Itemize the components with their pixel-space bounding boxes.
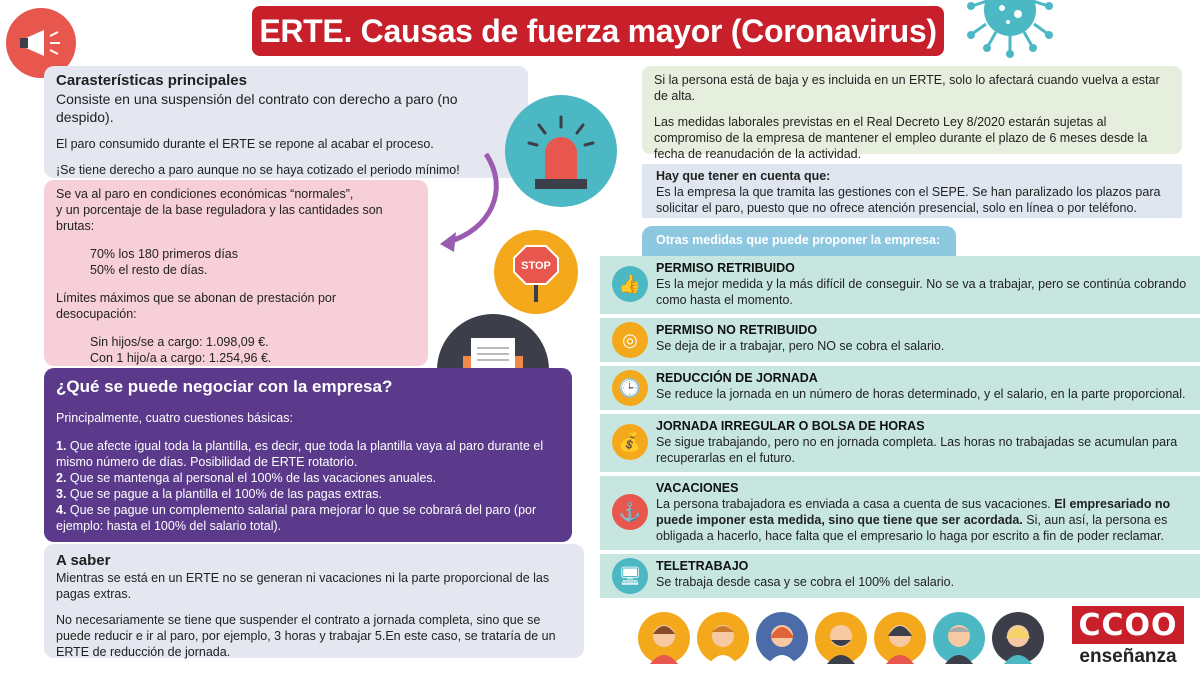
- page-title: ERTE. Causas de fuerza mayor (Coronavirus): [252, 6, 944, 56]
- caracteristicas-p1: El paro consumido durante el ERTE se repone al acabar el proceso.: [56, 137, 434, 151]
- virus-icon: [960, 0, 1060, 64]
- medida-text: Se deja de ir a trabajar, pero NO se cobra el salario.: [656, 339, 945, 353]
- negociar-item: 1. Que afecte igual toda la plantilla, es decir, que toda la plantilla vaya al paro durante el mismo número de días. Posibilidad de ERTE rotatorio.: [56, 439, 544, 469]
- anchor-icon: ⚓: [612, 494, 648, 530]
- caracteristicas-heading: Carasterísticas principales: [56, 72, 247, 89]
- paro-limit-2: Con 1 hijo/a a cargo: 1.254,96 €.: [90, 351, 272, 365]
- asaber-p2: No necesariamente se tiene que suspender el contrato a jornada completa, sino que se puede reducir e ir al paro, por ejemplo, 3 horas y trabajar 5.En este caso, se trataría de un ERTE de reducción de jornada.: [56, 613, 556, 659]
- otras-medidas-tab: Otras medidas que puede proponer la empresa:: [642, 226, 956, 256]
- avatar: [697, 612, 749, 664]
- stop-sign-icon: [494, 230, 578, 314]
- medida-text: Es la mejor medida y la más difícil de conseguir. No se va a trabajar, pero se continúa cobrando como hasta el momento.: [656, 277, 1187, 307]
- paro-intro-2: y un porcentaje de la base reguladora y las cantidades son brutas:: [56, 203, 383, 233]
- avatar: [756, 612, 808, 664]
- paro-limits: Límites máximos que se abonan de prestación por desocupación:: [56, 291, 337, 321]
- paro-pct-2: 50% el resto de días.: [90, 263, 208, 277]
- caracteristicas-lead: Consiste en una suspensión del contrato con derecho a paro (no despido).: [56, 91, 458, 125]
- medida-text: Se trabaja desde casa y se cobra el 100% del salario.: [656, 575, 955, 589]
- caracteristicas-p2: ¡Se tiene derecho a paro aunque no se haya cotizado el periodo mínimo!: [56, 163, 460, 177]
- ccoo-logo: CCOO: [1072, 606, 1184, 644]
- thumbs-up-icon: 👍: [612, 266, 648, 302]
- baja-p2: Las medidas laborales previstas en el Real Decreto Ley 8/2020 estarán sujetas al compromiso de la empresa de mantener el empleo durante el plazo de 6 meses desde la fecha de reanudación de la actividad.: [654, 115, 1148, 161]
- negociar-intro: Principalmente, cuatro cuestiones básicas:: [56, 411, 293, 425]
- baja-p1: Si la persona está de baja y es incluida en un ERTE, solo lo afectará cuando vuelva a estar de alta.: [654, 73, 1160, 103]
- paro-pct-1: 70% los 180 primeros días: [90, 247, 238, 261]
- alarm-icon: [505, 95, 617, 207]
- clock-icon: 🕒: [612, 370, 648, 406]
- cuenta-text: Es la empresa la que tramita las gestiones con el SEPE. Se han paralizado los plazos para solicitar el paro, puesto que no ofrece atención presencial, solo en línea o por teléfono.: [656, 185, 1161, 215]
- paro-limit-1: Sin hijos/se a cargo: 1.098,09 €.: [90, 335, 269, 349]
- medida-text: Se sigue trabajando, pero no en jornada completa. Las horas no trabajadas se acumulan para recuperarlas en el futuro.: [656, 435, 1178, 465]
- stop-label: STOP: [521, 260, 551, 272]
- negociar-box: [44, 368, 572, 542]
- negociar-item: 2. Que se mantenga al personal el 100% de las vacaciones anuales.: [56, 471, 437, 485]
- avatar: [874, 612, 926, 664]
- asaber-box: [44, 544, 584, 658]
- avatar: [992, 612, 1044, 664]
- negociar-item: 4. Que se pague un complemento salarial para mejorar lo que se cobrará del paro (por ejemplo: hasta el 100% del salario total).: [56, 503, 537, 533]
- medida-jornada-irregular: 💰 JORNADA IRREGULAR O BOLSA DE HORAS Se sigue trabajando, pero no en jornada completa. Las horas no trabajadas se acumulan para recuperarlas en el futuro.: [600, 414, 1200, 472]
- avatar: [933, 612, 985, 664]
- paro-intro-1: Se va al paro en condiciones económicas “normales”,: [56, 187, 354, 201]
- medida-permiso-no-retribuido: ◎ PERMISO NO RETRIBUIDO Se deja de ir a trabajar, pero NO se cobra el salario.: [600, 318, 1200, 362]
- medida-text: Se reduce la jornada en un número de horas determinado, y el salario, en la parte proporcional.: [656, 387, 1186, 401]
- monitor-icon: 🖥: [612, 558, 648, 594]
- medida-teletrabajo: 🖥 TELETRABAJO Se trabaja desde casa y se cobra el 100% del salario.: [600, 554, 1200, 598]
- target-icon: ◎: [612, 322, 648, 358]
- negociar-item: 3. Que se pague a la plantilla el 100% de las pagas extras.: [56, 487, 382, 501]
- medidas-list: [600, 256, 1200, 598]
- asaber-heading: A saber: [56, 552, 111, 569]
- negociar-heading: ¿Qué se puede negociar con la empresa?: [56, 377, 393, 396]
- asaber-p1: Mientras se está en un ERTE no se generan ni vacaciones ni la parte proporcional de las pagas extras.: [56, 571, 550, 601]
- medida-text: La persona trabajadora es enviada a casa a cuenta de sus vacaciones. El empresariado no puede imponer esta medida, sino que tiene que ser acordada. Si, aun así, la persona es obligada a hacerlo, hace falta que el empresario lo haga por escrito a fin de poder reclamar.: [656, 497, 1171, 543]
- medida-permiso-retribuido: 👍 PERMISO RETRIBUIDO Es la mejor medida y la más difícil de conseguir. No se va a trabajar, pero se continúa cobrando como hasta el momento.: [600, 256, 1200, 314]
- money-bag-icon: 💰: [612, 424, 648, 460]
- avatar: [815, 612, 867, 664]
- cuenta-box: [642, 164, 1182, 218]
- paro-box: [44, 180, 428, 366]
- logo-name: enseñanza: [1079, 646, 1177, 667]
- cuenta-heading: Hay que tener en cuenta que:: [656, 169, 831, 183]
- medida-vacaciones: ⚓ VACACIONES La persona trabajadora es enviada a casa a cuenta de sus vacaciones. El empresariado no puede imponer esta medida, sino que tiene que ser acordada. Si, aun así, la persona es obligada a hacerlo, hace falta que el empresario lo haga por escrito a fin de poder reclamar.: [600, 476, 1200, 550]
- baja-box: [642, 66, 1182, 161]
- medida-reduccion-jornada: 🕒 REDUCCIÓN DE JORNADA Se reduce la jornada en un número de horas determinado, y el salario, en la parte proporcional.: [600, 366, 1200, 410]
- avatar: [638, 612, 690, 664]
- negociar-list: [56, 438, 562, 534]
